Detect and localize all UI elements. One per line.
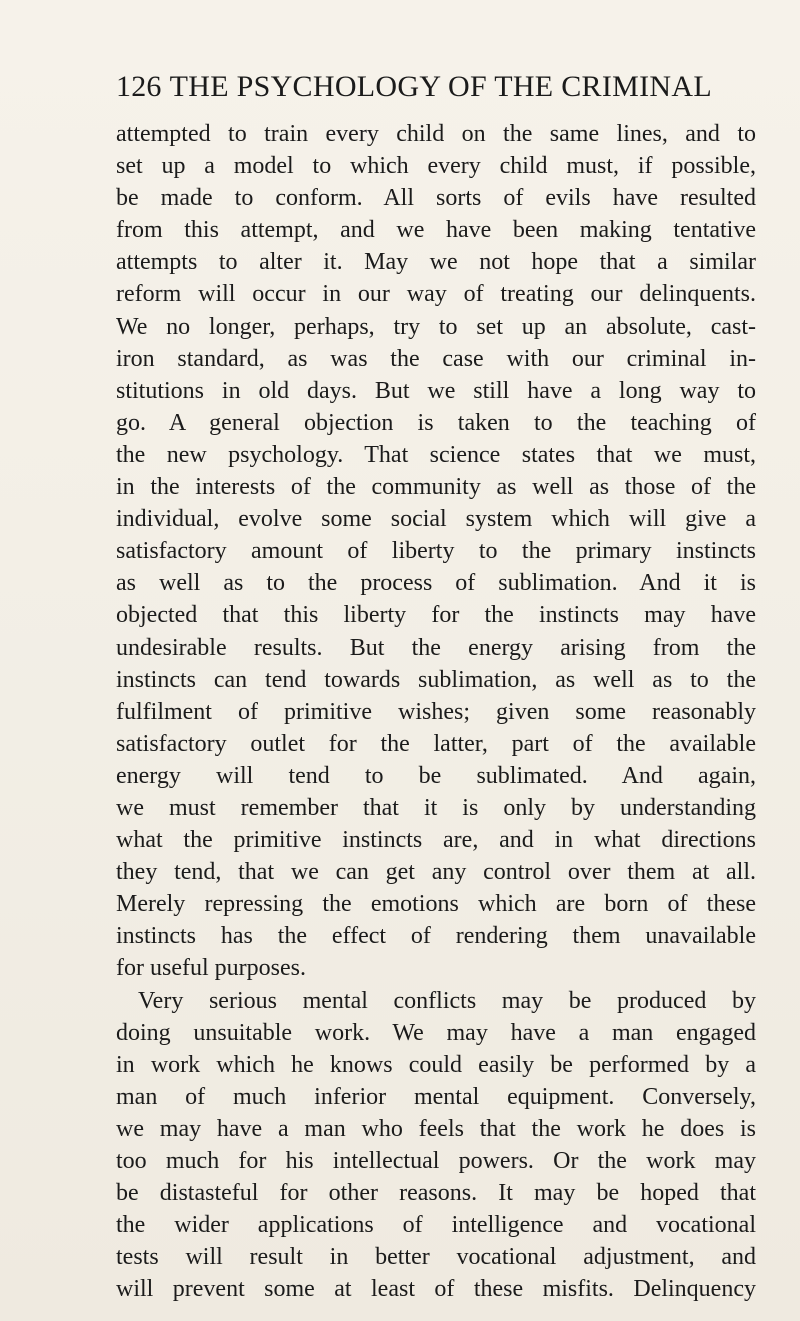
text-line: they tend, that we can get any control over them at all. [116,859,756,886]
text-line: satisfactory amount of liberty to the primary instincts [116,538,756,565]
text-line: fulfilment of primitive wishes; given some reasonably [116,698,756,725]
text-line: objected that this liberty for the instincts may have [116,602,756,629]
text-line: we may have a man who feels that the work he does is [116,1115,756,1142]
text-line: what the primitive instincts are, and in what directions [116,827,756,854]
text-line: reform will occur in our way of treating our delinquents. [116,281,756,308]
text-line: man of much inferior mental equipment. Conversely, [116,1083,756,1110]
text-line: We no longer, perhaps, try to set up an absolute, cast- [116,313,756,340]
page-number: 126 [116,70,162,103]
text-line: we must remember that it is only by understanding [116,794,756,821]
text-line: instincts can tend towards sublimation, as well as to the [116,666,756,693]
text-line: stitutions in old days. But we still have a long way to [116,377,756,404]
text-line: Merely repressing the emotions which are born of these [116,891,756,918]
paragraph-end-line: for useful purposes. [116,955,306,982]
body-text [116,118,756,1305]
text-line: attempted to train every child on the same lines, and to [116,121,756,147]
text-line: satisfactory outlet for the latter, part of the available [116,730,756,757]
text-line: undesirable results. But the energy arising from the [116,634,756,661]
text-line: in work which he knows could easily be performed by a [116,1051,756,1078]
text-line: from this attempt, and we have been making tentative [116,217,756,244]
text-line: be made to conform. All sorts of evils have resulted [116,185,756,212]
text-line: tests will result in better vocational adjustment, and [116,1244,756,1271]
running-title: THE PSYCHOLOGY OF THE CRIMINAL [169,70,712,103]
text-line: in the interests of the community as well as those of the [116,474,756,501]
text-line: will prevent some at least of these misfits. Delinquency [116,1276,756,1303]
text-line: go. A general objection is taken to the teaching of [116,409,756,436]
text-line: the new psychology. That science states that we must, [116,441,756,468]
text-line: the wider applications of intelligence and vocational [116,1212,756,1239]
text-line: attempts to alter it. May we not hope that a similar [116,249,756,276]
text-line: energy will tend to be sublimated. And again, [116,762,756,789]
text-line: set up a model to which every child must, if possible, [116,153,756,180]
text-line: individual, evolve some social system which will give a [116,506,756,533]
text-line: instincts has the effect of rendering them unavailable [116,923,756,950]
text-line: iron standard, as was the case with our criminal in- [116,345,756,372]
running-head [116,70,756,110]
text-line: be distasteful for other reasons. It may be hoped that [116,1180,756,1207]
text-line: too much for his intellectual powers. Or the work may [116,1148,756,1174]
text-line: doing unsuitable work. We may have a man engaged [116,1019,756,1046]
text-line: as well as to the process of sublimation. And it is [116,570,756,597]
paragraph-start-line: Very serious mental conflicts may be produced by [138,987,756,1014]
